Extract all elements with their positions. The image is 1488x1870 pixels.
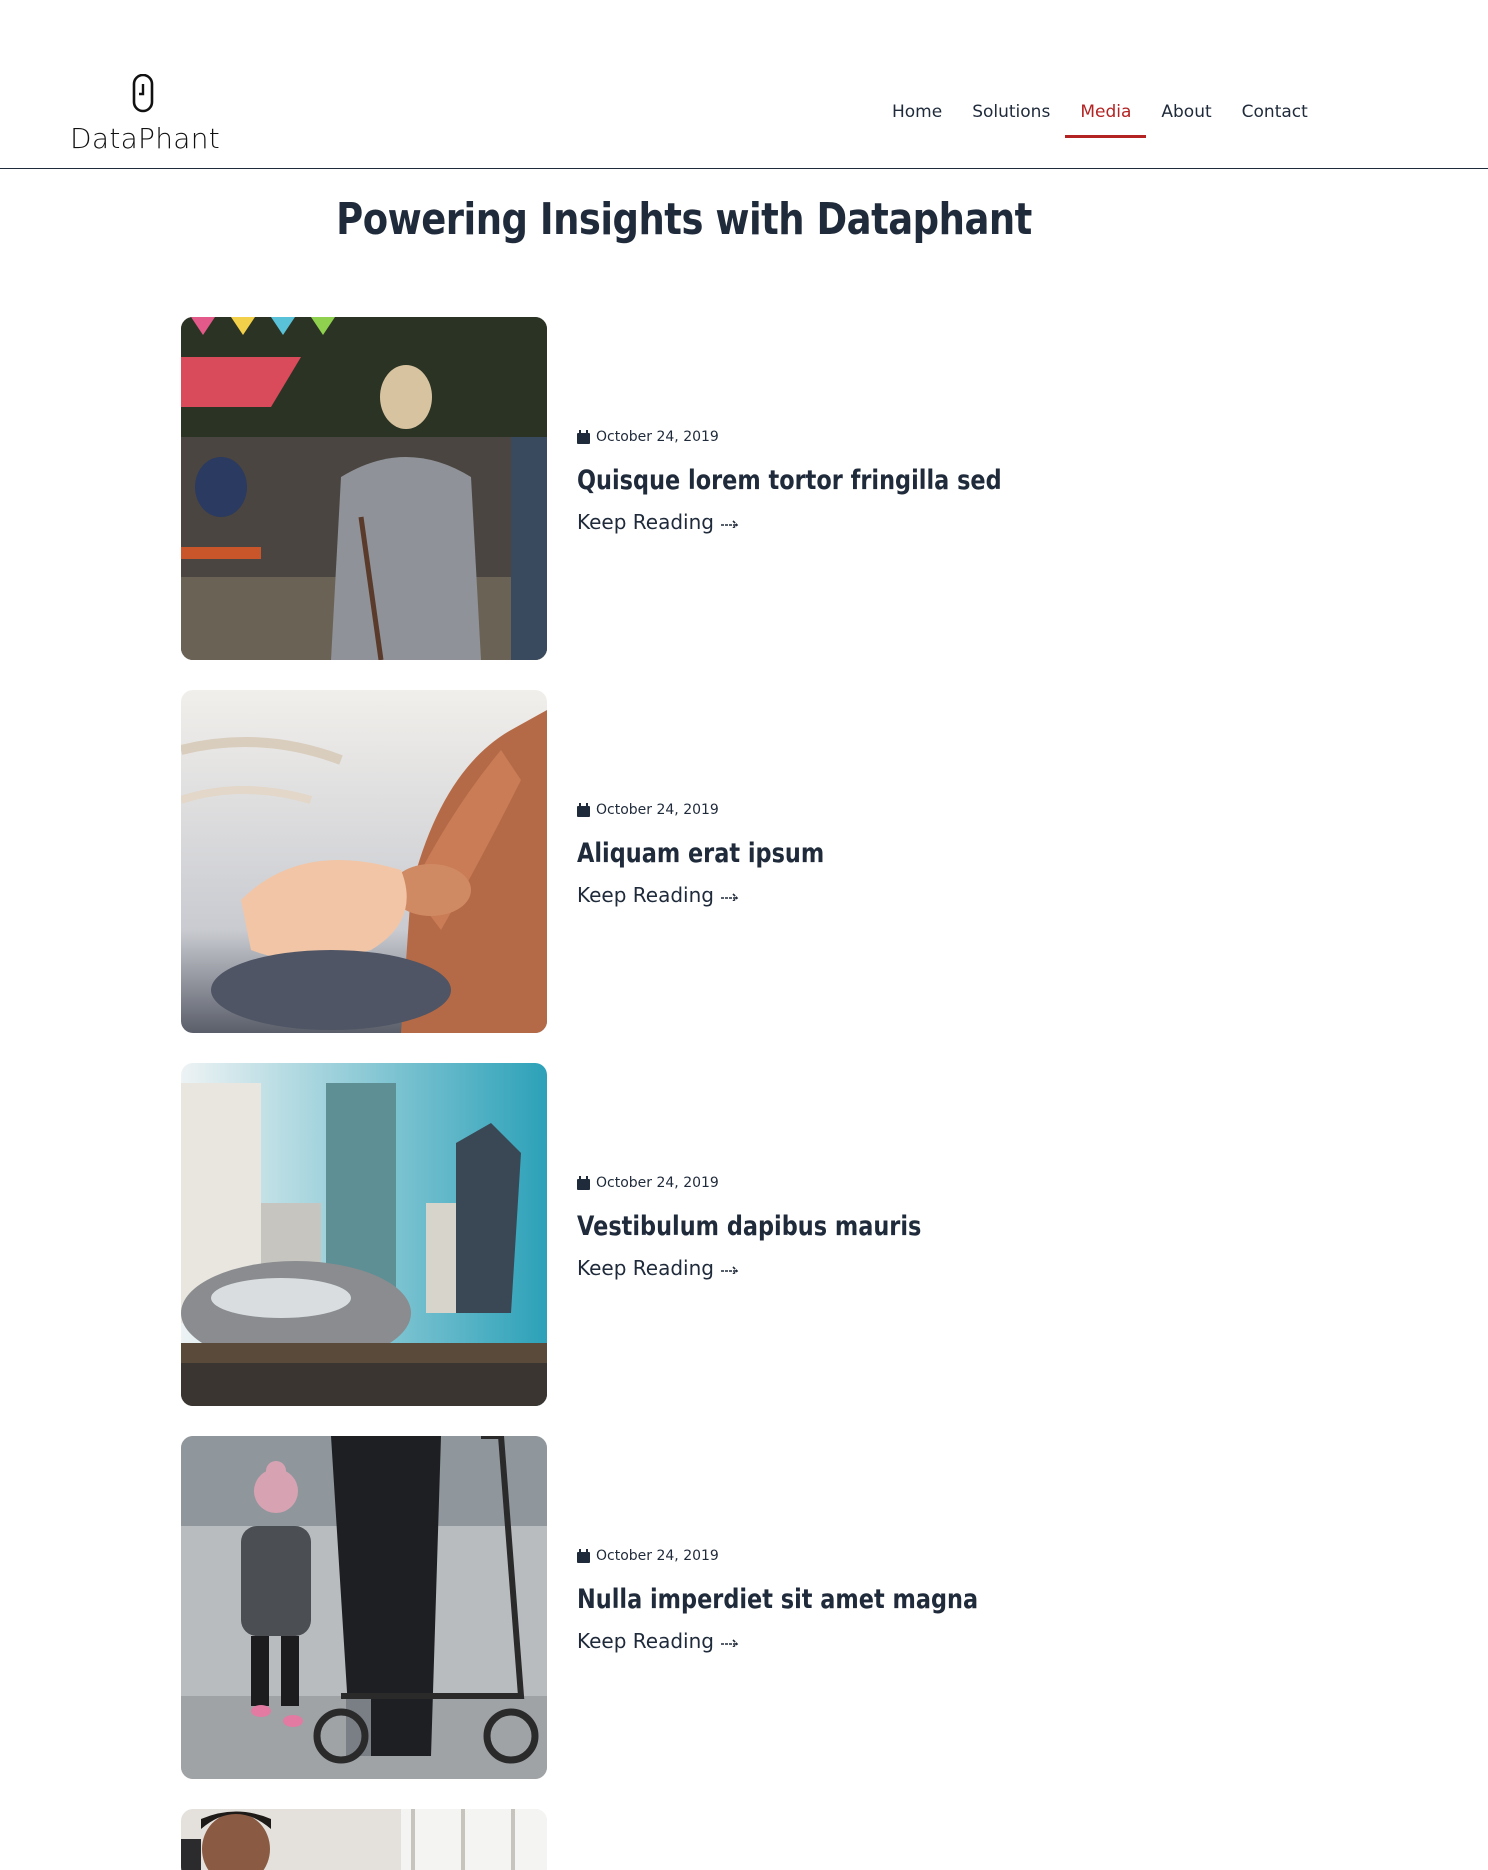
post-card (181, 1063, 1281, 1406)
post-meta (577, 802, 875, 907)
post-thumbnail[interactable] (181, 1063, 547, 1406)
calendar-icon (577, 1176, 590, 1190)
post-title[interactable]: Vestibulum dapibus mauris (577, 1211, 922, 1242)
baby-hand-image (181, 690, 547, 1033)
post-date: October 24, 2019 (596, 429, 719, 445)
keep-reading-label: Keep Reading (577, 510, 714, 534)
keep-reading-link[interactable] (577, 1629, 740, 1653)
post-title[interactable]: Nulla imperdiet sit amet magna (577, 1584, 979, 1615)
post-date-row (577, 429, 1089, 445)
post-meta (577, 1548, 1060, 1653)
keep-reading-link[interactable] (577, 883, 740, 907)
post-meta (577, 429, 1089, 534)
logo-text: DataPhant (70, 122, 221, 155)
keep-reading-link[interactable] (577, 1256, 740, 1280)
post-card (181, 690, 1281, 1033)
post-date: October 24, 2019 (596, 1548, 719, 1564)
keep-reading-label: Keep Reading (577, 1256, 714, 1280)
keep-reading-link[interactable] (577, 510, 740, 534)
portrait-window-image (181, 1809, 547, 1870)
nav-home[interactable]: Home (892, 102, 943, 122)
calendar-icon (577, 1549, 590, 1563)
calendar-icon (577, 803, 590, 817)
post-thumbnail[interactable] (181, 1436, 547, 1779)
arrow-right-icon (720, 1262, 740, 1274)
post-date: October 24, 2019 (596, 802, 719, 818)
post-meta (577, 1175, 992, 1280)
post-card (181, 1436, 1281, 1779)
keep-reading-label: Keep Reading (577, 1629, 714, 1653)
site-header (0, 0, 1488, 169)
arrow-right-icon (720, 516, 740, 528)
post-date: October 24, 2019 (596, 1175, 719, 1191)
post-date-row (577, 802, 875, 818)
post-thumbnail[interactable] (181, 1809, 547, 1870)
page-title: Powering Insights with Dataphant (336, 194, 1032, 245)
nav-media[interactable]: Media (1065, 96, 1146, 138)
post-card (181, 317, 1281, 660)
post-title[interactable]: Quisque lorem tortor fringilla sed (577, 465, 1002, 496)
post-card (181, 1809, 1281, 1870)
arrow-right-icon (720, 889, 740, 901)
post-thumbnail[interactable] (181, 317, 547, 660)
post-date-row (577, 1175, 992, 1191)
post-title[interactable]: Aliquam erat ipsum (577, 838, 825, 869)
keep-reading-label: Keep Reading (577, 883, 714, 907)
nav-solutions[interactable]: Solutions (972, 102, 1051, 122)
city-skyline-image (181, 1063, 547, 1406)
arrow-right-icon (720, 1635, 740, 1647)
nav-contact[interactable]: Contact (1241, 102, 1308, 122)
nav-about[interactable]: About (1161, 102, 1212, 122)
street-festival-image (181, 317, 547, 660)
child-stroller-image (181, 1436, 547, 1779)
main-nav (877, 96, 1323, 138)
post-thumbnail[interactable] (181, 690, 547, 1033)
calendar-icon (577, 430, 590, 444)
site-logo[interactable] (70, 74, 220, 154)
post-date-row (577, 1548, 1060, 1564)
logo-icon (128, 74, 158, 120)
